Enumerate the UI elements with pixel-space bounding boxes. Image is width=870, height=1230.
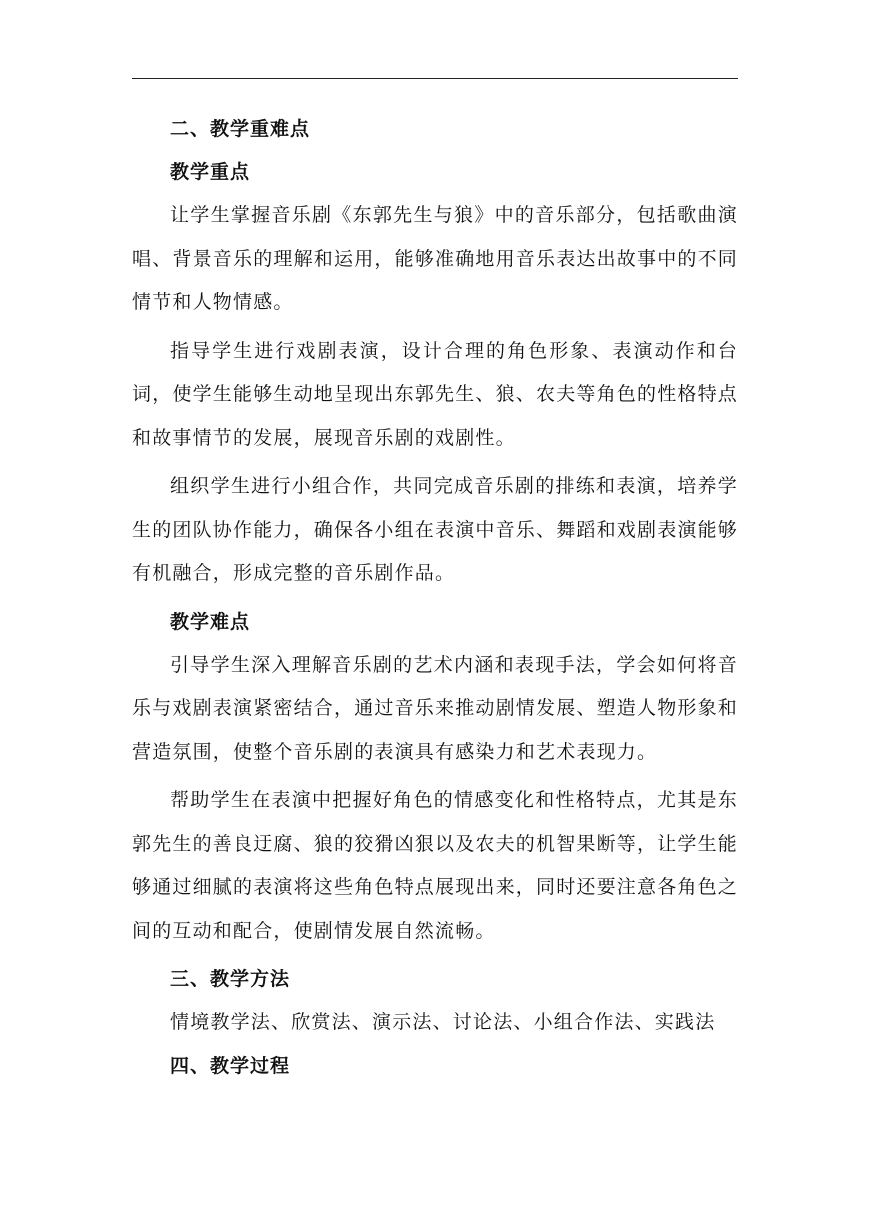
section-heading-teaching-process: 四、教学过程 bbox=[170, 1054, 291, 1077]
key-point-paragraph: 指导学生进行戏剧表演，设计合理的角色形象、表演动作和台词，使学生能够生动地呈现出东郭先生、狼、农夫等角色的性格特点和故事情节的发展，展现音乐剧的戏剧性。 bbox=[132, 339, 739, 449]
section-heading-teaching-key-difficult-points: 二、教学重难点 bbox=[170, 118, 311, 140]
subheading-key-points: 教学重点 bbox=[170, 161, 251, 183]
key-point-paragraph: 让学生掌握音乐剧《东郭先生与狼》中的音乐部分，包括歌曲演唱、背景音乐的理解和运用，能够准确地用音乐表达出故事中的不同情节和人物情感。 bbox=[132, 204, 739, 313]
key-point-paragraph: 组织学生进行小组合作，共同完成音乐剧的排练和表演，培养学生的团队协作能力，确保各小组在表演中音乐、舞蹈和戏剧表演能够有机融合，形成完整的音乐剧作品。 bbox=[132, 475, 739, 584]
subheading-difficult-points: 教学难点 bbox=[170, 610, 251, 633]
header-rule bbox=[132, 78, 738, 79]
section-heading-teaching-methods: 三、教学方法 bbox=[170, 968, 291, 990]
difficult-point-paragraph: 帮助学生在表演中把握好角色的情感变化和性格特点，尤其是东郭先生的善良迂腐、狼的狡猾凶狠以及农夫的机智果断等，让学生能够通过细腻的表演将这些角色特点展现出来，同时还要注意各角色之间的互动和配合，使剧情发展自然流畅。 bbox=[132, 789, 739, 942]
difficult-point-paragraph: 引导学生深入理解音乐剧的艺术内涵和表现手法，学会如何将音乐与戏剧表演紧密结合，通过音乐来推动剧情发展、塑造人物形象和营造氛围，使整个音乐剧的表演具有感染力和艺术表现力。 bbox=[132, 653, 739, 763]
document-body bbox=[132, 108, 738, 1088]
methods-paragraph: 情境教学法、欣赏法、演示法、讨论法、小组合作法、实践法 bbox=[170, 1011, 716, 1033]
